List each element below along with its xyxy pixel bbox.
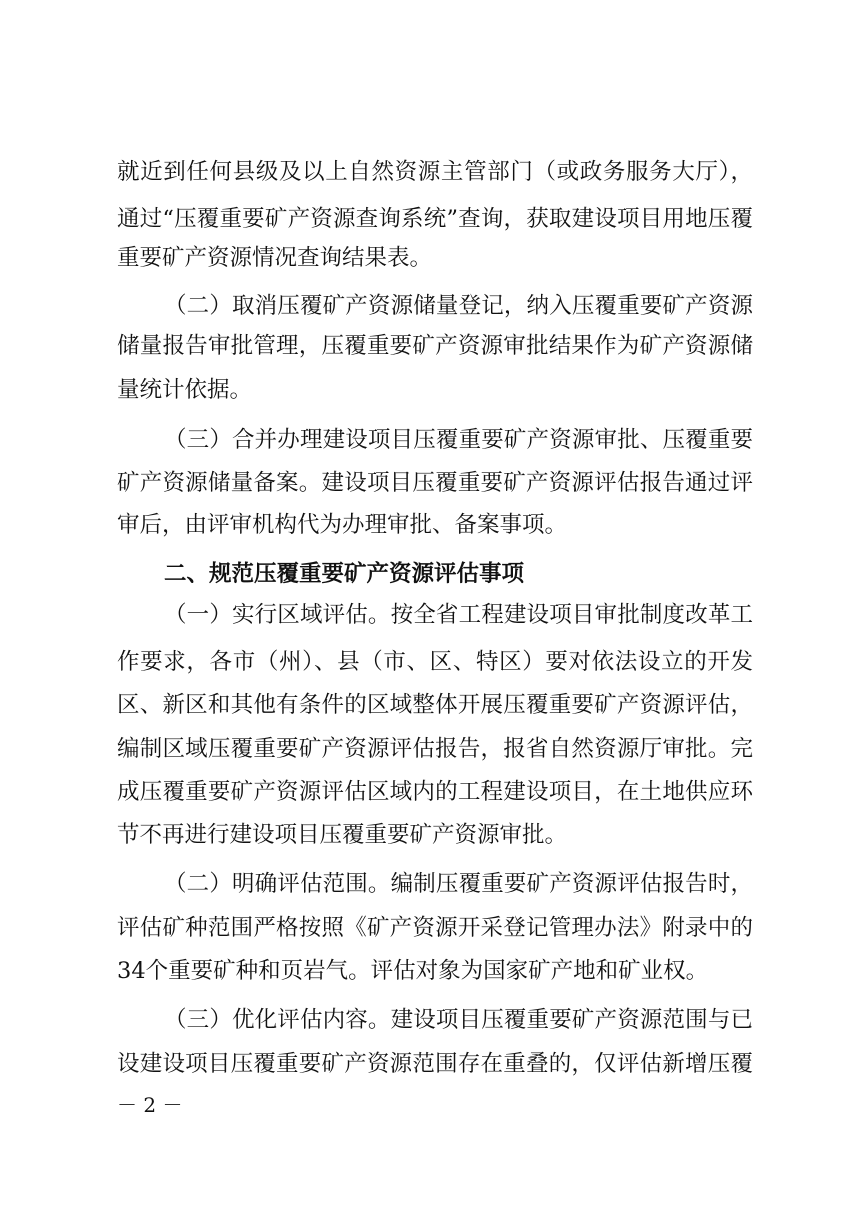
paragraph-line: 34个重要矿种和页岩气。评估对象为国家矿产地和矿业权。	[117, 958, 709, 984]
paragraph-line: （二）明确评估范围。编制压覆重要矿产资源评估报告时，	[164, 871, 753, 897]
paragraph-line: 区、新区和其他有条件的区域整体开展压覆重要矿产资源评估，	[117, 692, 753, 718]
page-number: － 2 －	[117, 1093, 183, 1117]
paragraph-line: 储量报告审批管理，压覆重要矿产资源审批结果作为矿产资源储	[117, 333, 753, 359]
paragraph-line: 设建设项目压覆重要矿产资源范围存在重叠的，仅评估新增压覆	[117, 1051, 753, 1077]
paragraph-line: 量统计依据。	[117, 377, 253, 403]
paragraph-line: 审后，由评审机构代为办理审批、备案事项。	[117, 512, 568, 538]
paragraph-line: 评估矿种范围严格按照《矿产资源开采登记管理办法》附录中的	[117, 915, 753, 941]
section-heading: 二、规范压覆重要矿产资源评估事项	[164, 561, 525, 587]
paragraph-line: 节不再进行建设项目压覆重要矿产资源审批。	[117, 822, 568, 848]
paragraph-line: 重要矿产资源情况查询结果表。	[117, 245, 433, 271]
paragraph-line: 矿产资源储量备案。建设项目压覆重要矿产资源评估报告通过评	[117, 470, 753, 496]
paragraph-line: （一）实行区域评估。按全省工程建设项目审批制度改革工	[164, 602, 753, 628]
paragraph-line: （二）取消压覆矿产资源储量登记，纳入压覆重要矿产资源	[164, 293, 753, 319]
paragraph-line: （三）合并办理建设项目压覆重要矿产资源审批、压覆重要	[164, 427, 753, 453]
paragraph-line: （三）优化评估内容。建设项目压覆重要矿产资源范围与已	[164, 1007, 753, 1033]
paragraph-line: 成压覆重要矿产资源评估区域内的工程建设项目，在土地供应环	[117, 779, 753, 805]
paragraph-line: 通过“压覆重要矿产资源查询系统”查询，获取建设项目用地压覆	[117, 206, 753, 232]
paragraph-line: 编制区域压覆重要矿产资源评估报告，报省自然资源厅审批。完	[117, 736, 753, 762]
paragraph-line: 作要求，各市（州）、县（市、区、特区）要对依法设立的开发	[117, 649, 753, 675]
paragraph-line: 就近到任何县级及以上自然资源主管部门（或政务服务大厅），	[117, 159, 753, 185]
